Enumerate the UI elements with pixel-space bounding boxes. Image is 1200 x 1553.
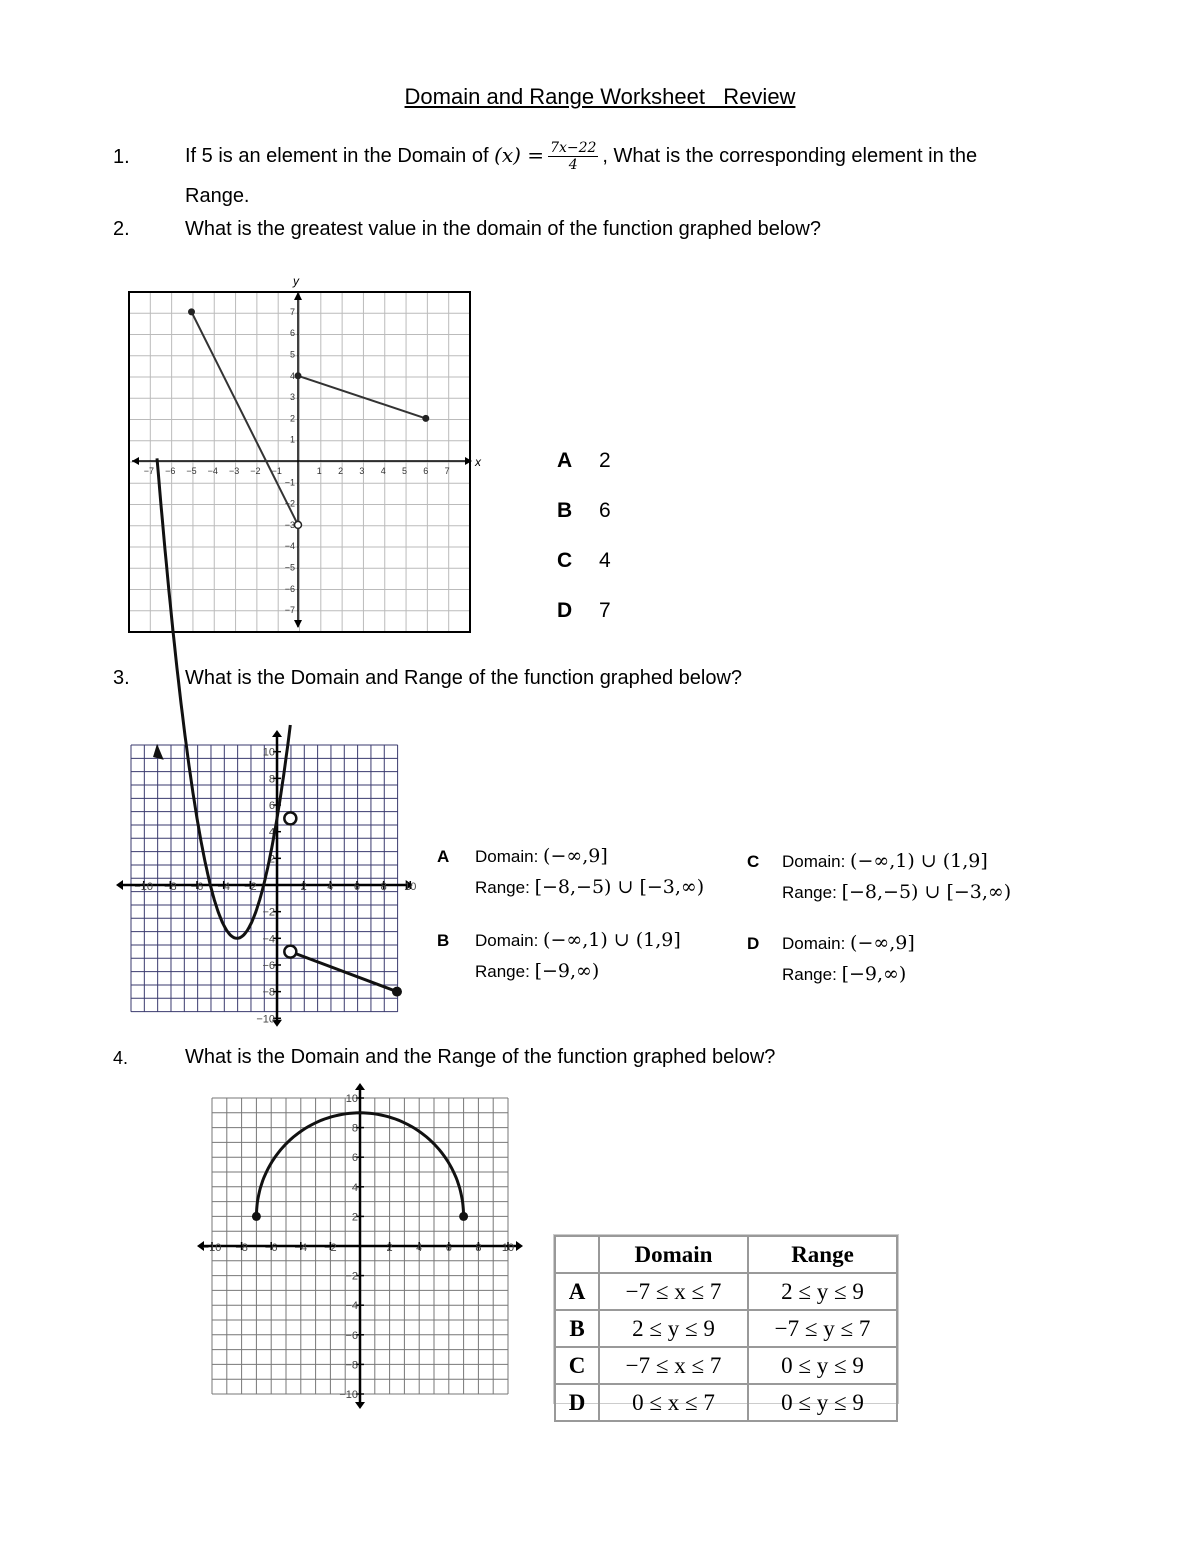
x-tick-label: −6 xyxy=(165,466,176,476)
curve-arrow xyxy=(153,744,164,760)
x-tick-label: −1 xyxy=(271,466,282,476)
question-3-number: 3. xyxy=(113,667,130,689)
graph-q4 xyxy=(190,1078,525,1416)
x-tick-label: 2 xyxy=(338,466,344,476)
domain-label: Domain: xyxy=(782,852,846,871)
y-tick-label: −6 xyxy=(345,1329,358,1342)
x-tick-label: −3 xyxy=(228,466,240,476)
x-tick-label: 6 xyxy=(353,881,361,893)
y-tick-label: 2 xyxy=(289,413,295,424)
x-tick-label: 6 xyxy=(423,466,429,476)
question-1-number: 1. xyxy=(113,146,130,168)
q1-fraction xyxy=(548,140,598,173)
question-1-text-line2: Range. xyxy=(185,185,250,207)
q1-fraction-numerator: 7x−22 xyxy=(550,140,597,156)
y-axis-label: y xyxy=(293,274,299,288)
x-tick-label: 8 xyxy=(475,1242,482,1254)
table-header-domain: Domain xyxy=(599,1236,748,1273)
x-tick-label: −4 xyxy=(217,881,230,893)
y-tick-label: 8 xyxy=(268,773,275,786)
choice-value: 6 xyxy=(599,499,611,522)
y-tick-label: −4 xyxy=(345,1300,358,1313)
y-tick-label: −8 xyxy=(345,1359,358,1372)
x-tick-label: −10 xyxy=(202,1242,222,1254)
choice-letter: B xyxy=(557,499,573,522)
x-tick-label: 10 xyxy=(404,881,417,893)
table-header-range: Range xyxy=(748,1236,897,1273)
x-tick-label: 3 xyxy=(359,466,365,476)
y-tick-label: 10 xyxy=(262,746,275,759)
y-tick-label: 6 xyxy=(351,1152,358,1165)
x-tick-label: −6 xyxy=(190,881,204,893)
open-point xyxy=(295,521,302,528)
y-axis-arrow xyxy=(355,1402,365,1409)
x-tick-label: −4 xyxy=(294,1242,308,1254)
domain-label: Domain: xyxy=(475,931,539,950)
x-tick-label: −8 xyxy=(164,881,177,893)
open-point xyxy=(284,812,296,824)
worksheet-title: Domain and Range Worksheet Review xyxy=(404,84,796,109)
x-tick-label: 7 xyxy=(444,466,450,476)
x-tick-label: 5 xyxy=(401,466,408,476)
q3-choice-a[interactable] xyxy=(437,841,704,903)
question-1-text xyxy=(185,140,977,173)
x-tick-label: −2 xyxy=(324,1242,337,1254)
graph-q2 xyxy=(120,270,500,640)
q1-function: (x) = xyxy=(494,142,545,167)
row-range: −7 ≤ y ≤ 7 xyxy=(748,1310,897,1347)
choice-letter: A xyxy=(557,449,573,472)
x-tick-label: −8 xyxy=(235,1242,248,1254)
x-tick-label: −7 xyxy=(143,466,155,476)
range-value: [−8,−5) ∪ [−3,∞) xyxy=(534,876,705,898)
row-letter: B xyxy=(555,1310,599,1347)
y-tick-label: −4 xyxy=(262,933,275,946)
domain-label: Domain: xyxy=(475,847,539,866)
choice-letter: D xyxy=(557,599,573,622)
choice-letter: B xyxy=(437,931,450,950)
row-domain: 2 ≤ y ≤ 9 xyxy=(599,1310,748,1347)
x-tick-label: −10 xyxy=(134,881,154,893)
q2-choice-c[interactable] xyxy=(557,549,611,573)
y-tick-label: 6 xyxy=(289,328,295,339)
y-tick-label: 2 xyxy=(268,853,275,866)
closed-point xyxy=(188,308,195,315)
y-tick-label: −3 xyxy=(284,519,295,530)
x-tick-label: 4 xyxy=(380,466,386,476)
range-label: Range: xyxy=(475,878,530,897)
y-tick-label: 2 xyxy=(351,1211,358,1224)
x-axis-arrow xyxy=(116,880,123,890)
y-tick-label: −2 xyxy=(345,1270,358,1283)
q1-fraction-denominator: 4 xyxy=(568,157,578,173)
range-label: Range: xyxy=(475,962,530,981)
x-tick-label: −4 xyxy=(207,466,218,476)
q3-choice-c[interactable] xyxy=(747,846,1011,908)
question-2-number: 2. xyxy=(113,218,130,240)
x-axis-arrow xyxy=(516,1241,523,1251)
y-tick-label: −2 xyxy=(262,906,275,919)
row-range: 2 ≤ y ≤ 9 xyxy=(748,1273,897,1310)
table-row[interactable] xyxy=(555,1310,897,1347)
table-row[interactable] xyxy=(555,1347,897,1384)
choice-value: 2 xyxy=(599,449,611,472)
x-tick-label: 1 xyxy=(316,466,322,476)
x-tick-label: 4 xyxy=(327,881,334,893)
y-tick-label: 4 xyxy=(268,826,275,839)
y-axis-arrow xyxy=(355,1083,365,1090)
y-tick-label: 1 xyxy=(289,434,295,445)
y-tick-label: −1 xyxy=(284,477,295,488)
y-axis-arrow xyxy=(294,292,302,300)
y-tick-label: −10 xyxy=(256,1013,275,1026)
row-letter: D xyxy=(555,1384,599,1421)
x-tick-label: 2 xyxy=(386,1242,393,1254)
y-tick-label: 5 xyxy=(289,349,295,360)
closed-point xyxy=(392,987,402,997)
question-2-text: What is the greatest value in the domain of the function graphed below? xyxy=(185,218,821,240)
q2-choice-b[interactable] xyxy=(557,499,611,523)
y-tick-label: −7 xyxy=(284,605,295,616)
row-letter: C xyxy=(555,1347,599,1384)
closed-point xyxy=(459,1212,468,1221)
y-tick-label: −2 xyxy=(284,498,295,509)
x-tick-label: −2 xyxy=(250,466,261,476)
row-domain: −7 ≤ x ≤ 7 xyxy=(599,1273,748,1310)
table-row[interactable] xyxy=(555,1384,897,1421)
choice-letter: A xyxy=(437,847,450,866)
segment-2 xyxy=(298,376,426,419)
domain-value: (−∞,1) ∪ (1,9] xyxy=(543,929,681,951)
y-tick-label: −6 xyxy=(262,959,275,972)
q2-choice-a[interactable] xyxy=(557,449,611,473)
closed-point xyxy=(252,1212,261,1221)
row-range: 0 ≤ y ≤ 9 xyxy=(748,1347,897,1384)
table-row[interactable] xyxy=(555,1273,897,1310)
choice-letter: C xyxy=(557,549,573,572)
y-tick-label: −10 xyxy=(339,1389,358,1401)
closed-point xyxy=(422,415,429,422)
x-tick-label: 10 xyxy=(501,1242,515,1254)
x-tick-label: −6 xyxy=(264,1242,278,1254)
x-tick-label: 4 xyxy=(416,1242,423,1254)
x-axis-label: x xyxy=(475,455,481,469)
range-label: Range: xyxy=(782,965,837,984)
row-letter: A xyxy=(555,1273,599,1310)
range-value: [−9,∞) xyxy=(534,960,600,982)
range-value: [−9,∞) xyxy=(841,963,907,985)
y-tick-label: 6 xyxy=(268,800,275,813)
row-range: 0 ≤ y ≤ 9 xyxy=(748,1384,897,1421)
q3-choice-b[interactable] xyxy=(437,925,681,987)
y-tick-label: 10 xyxy=(345,1093,358,1105)
y-tick-label: 8 xyxy=(351,1122,358,1135)
table-header-corner xyxy=(555,1236,599,1273)
row-domain: −7 ≤ x ≤ 7 xyxy=(599,1347,748,1384)
q1-text-after: , What is the corresponding element in the xyxy=(602,144,978,167)
x-tick-label: −5 xyxy=(186,466,197,476)
graph-q3 xyxy=(118,725,417,1026)
x-tick-label: 8 xyxy=(380,881,387,893)
choice-letter: C xyxy=(747,852,760,871)
domain-value: (−∞,1) ∪ (1,9] xyxy=(850,850,988,872)
range-value: [−8,−5) ∪ [−3,∞) xyxy=(841,881,1012,903)
y-tick-label: 4 xyxy=(289,370,295,381)
q1-text-before: If 5 is an element in the Domain of xyxy=(185,144,495,167)
q3-choice-d[interactable] xyxy=(747,928,915,990)
range-label: Range: xyxy=(782,883,837,902)
y-tick-label: −4 xyxy=(284,541,295,552)
question-4-text: What is the Domain and the Range of the function graphed below? xyxy=(185,1046,776,1068)
x-tick-label: 2 xyxy=(300,881,307,893)
x-tick-label: −2 xyxy=(244,881,257,893)
x-axis-arrow xyxy=(132,457,139,465)
q2-choice-d[interactable] xyxy=(557,599,611,623)
question-3-text: What is the Domain and Range of the function graphed below? xyxy=(185,667,743,689)
choice-letter: D xyxy=(747,934,760,953)
y-tick-label: −8 xyxy=(262,986,275,999)
domain-value: (−∞,9] xyxy=(850,932,915,954)
q4-answer-table xyxy=(553,1234,899,1415)
closed-point xyxy=(295,372,302,379)
x-tick-label: 6 xyxy=(445,1242,452,1254)
segment-1 xyxy=(192,312,299,525)
y-tick-label: −5 xyxy=(284,562,295,573)
open-point xyxy=(284,946,296,958)
domain-label: Domain: xyxy=(782,934,846,953)
choice-value: 7 xyxy=(599,599,611,622)
y-tick-label: −6 xyxy=(284,583,295,594)
y-axis-arrow xyxy=(294,620,302,628)
choice-value: 4 xyxy=(599,549,611,572)
y-tick-label: 3 xyxy=(289,392,295,403)
y-tick-label: 4 xyxy=(351,1181,358,1194)
y-axis-arrow xyxy=(272,730,282,737)
row-domain: 0 ≤ x ≤ 7 xyxy=(599,1384,748,1421)
domain-value: (−∞,9] xyxy=(543,845,608,867)
question-4-number: 4. xyxy=(113,1048,129,1068)
y-tick-label: 7 xyxy=(289,306,295,317)
